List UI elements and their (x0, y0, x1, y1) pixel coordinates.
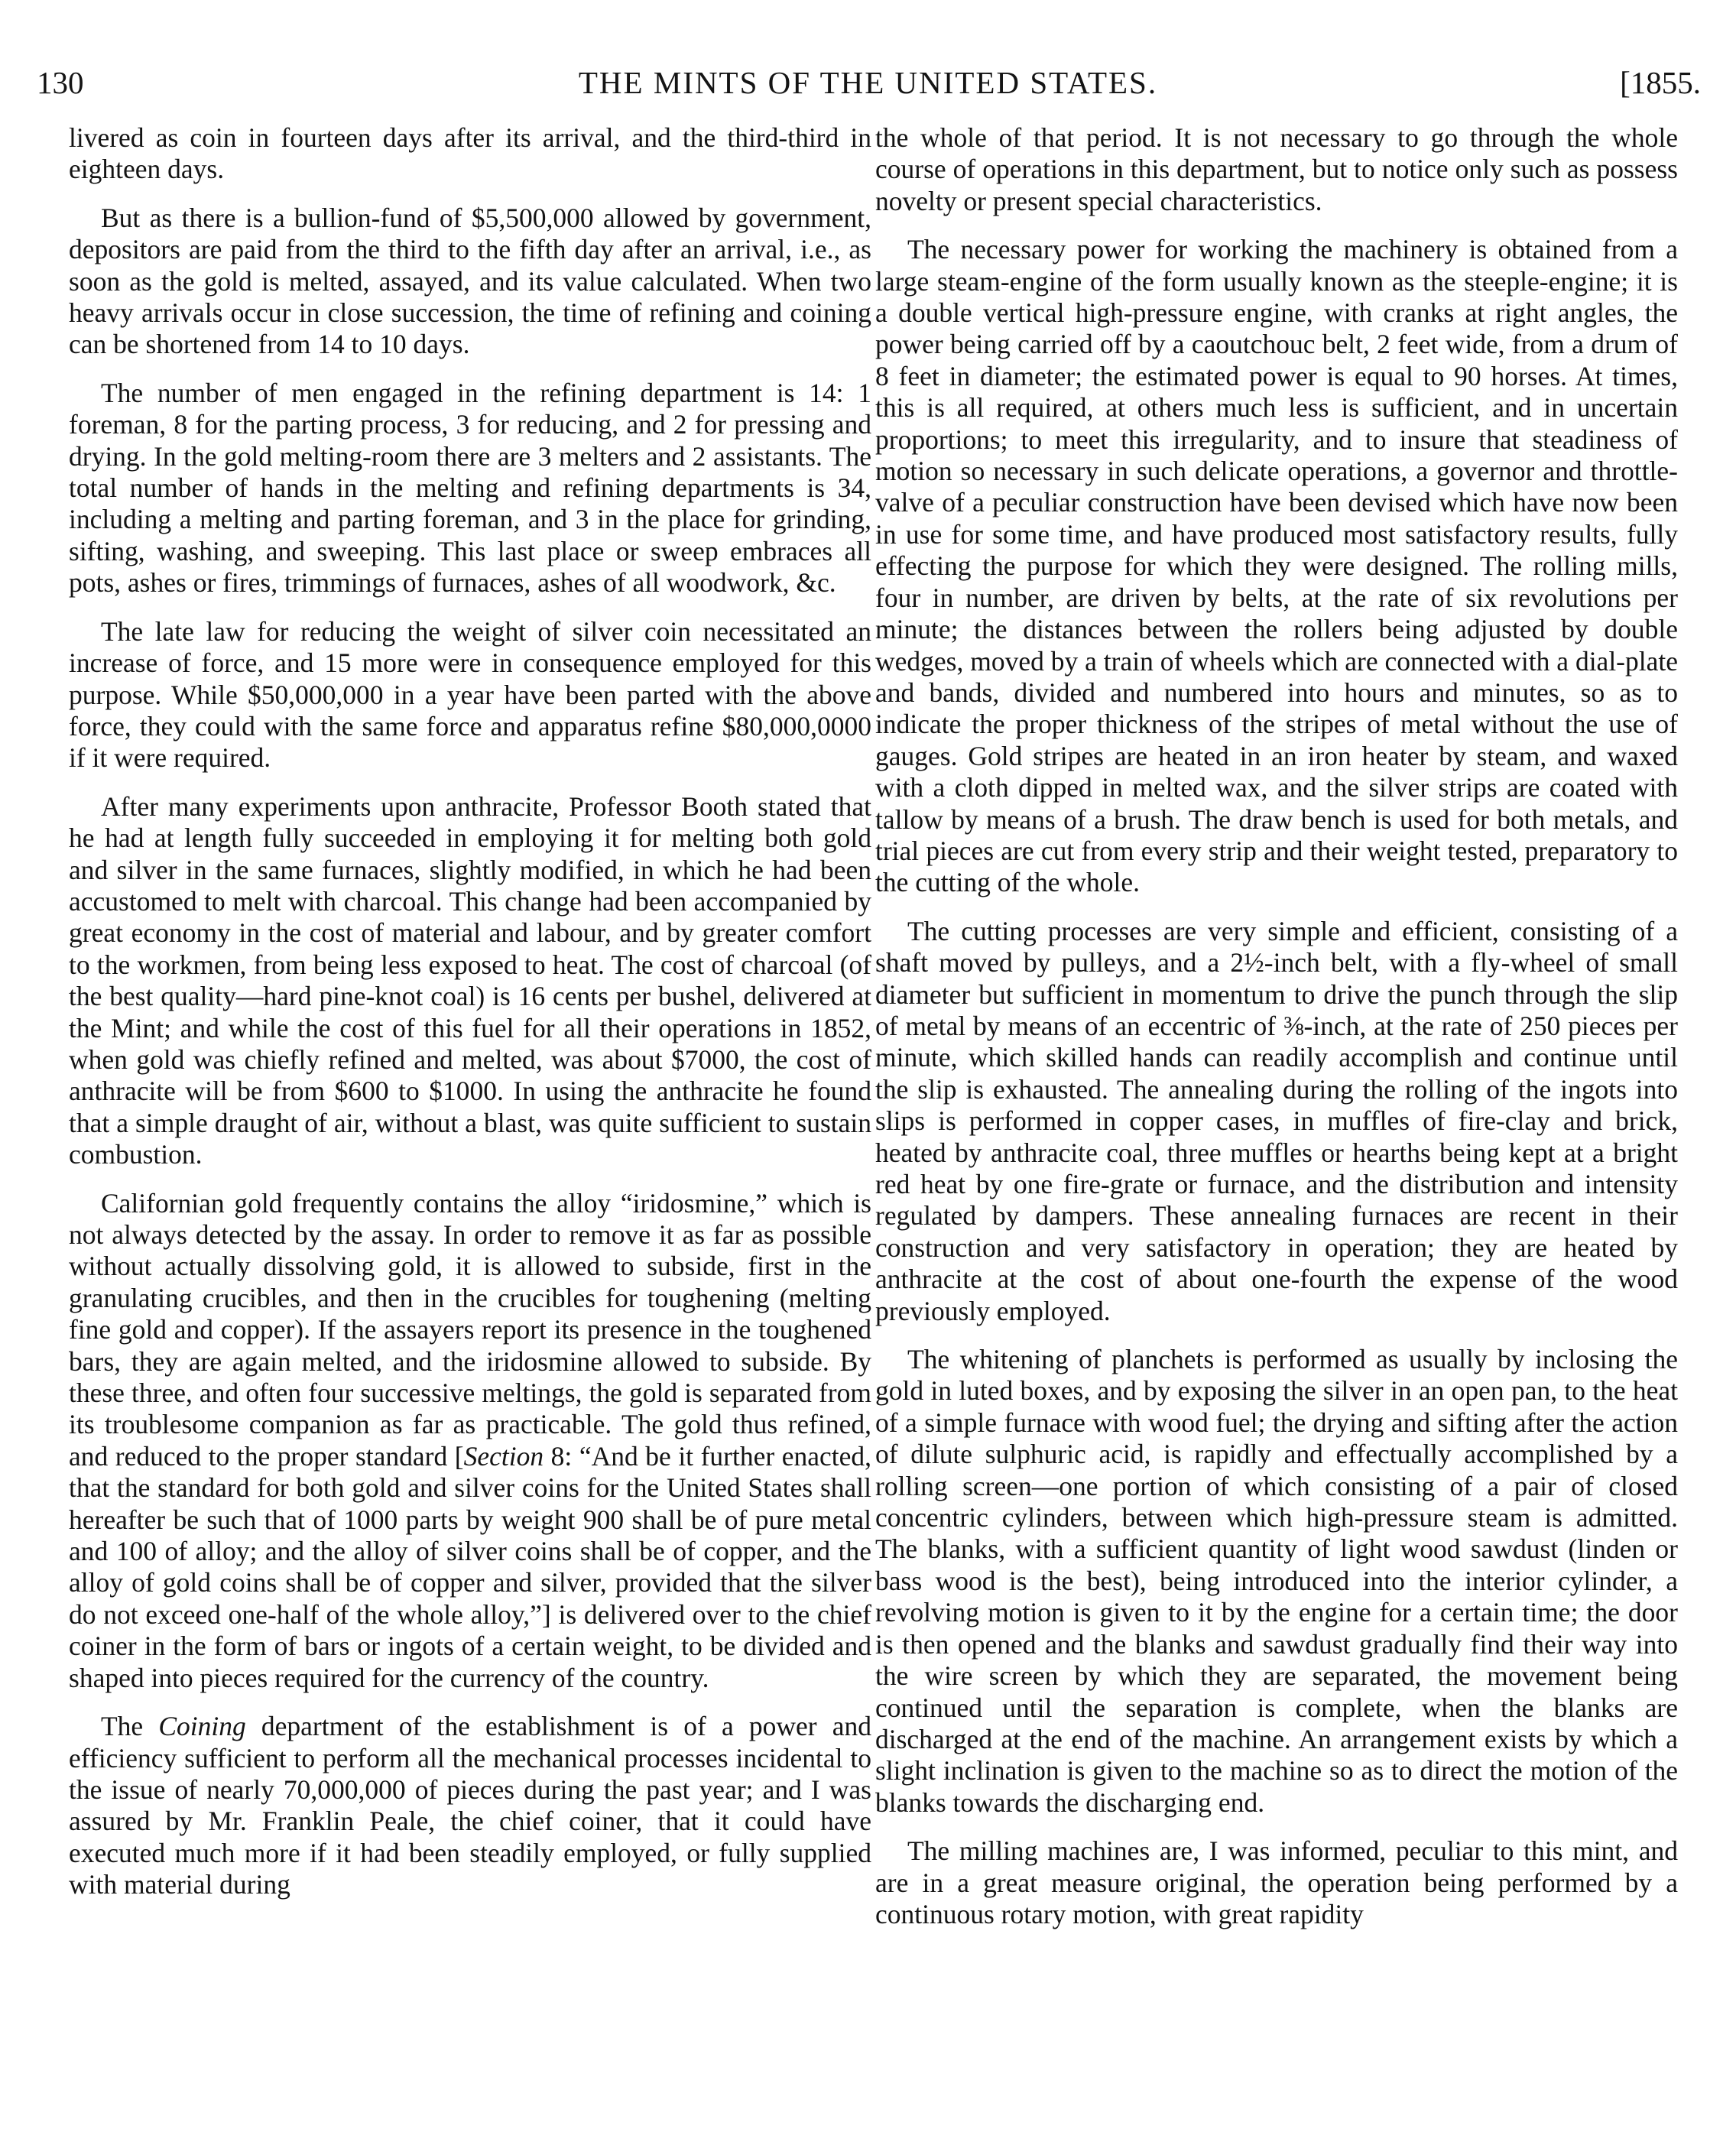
paragraph (69, 1711, 871, 1900)
running-title: THE MINTS OF THE UNITED STATES. (578, 65, 1158, 100)
text-run: department of the establishment is of a power and efficiency sufficient to perform all the mechanical processes incidental to the issue of nearly 70,000,000 of pieces during the past year; and I was assured by Mr. Franklin Peale, the chief coiner, that it could have executed much more if it had been steadily employed, or fully supplied with material during (69, 1711, 871, 1900)
paragraph: After many experiments upon anthracite, Professor Booth stated that he had at length fully succeeded in employing it for melting both gold and silver in the same furnaces, slightly modified, in which he had been accustomed to melt with charcoal. This change had been accompanied by great economy in the cost of material and labour, and by greater comfort to the workmen, from being less exposed to heat. The cost of charcoal (of the best quality—hard pine-knot coal) is 16 cents per bushel, delivered at the Mint; and while the cost of this fuel for all their operations in 1852, when gold was chiefly refined and melted, was about $7000, the cost of anthracite will be from $600 to $1000. In using the anthracite he found that a simple draught of air, without a blast, was quite sufficient to sustain combustion. (69, 790, 871, 1170)
right-column (875, 122, 1678, 1930)
paragraph: The late law for reducing the weight of silver coin necessitated an increase of force, and 15 more were in consequence employed for this purpose. While $50,000,000 in a year have been parted with the above force, they could with the same force and apparatus refine $80,000,0000 if it were required. (69, 615, 871, 774)
italic-text: Section (463, 1440, 544, 1472)
paragraph: The number of men engaged in the refining department is 14: 1 foreman, 8 for the parting process, 3 for reducing, and 2 for pressing and drying. In the gold melting-room there are 3 melters and 2 assistants. The total number of hands in the melting and refining departments is 34, including a melting and parting foreman, and 3 in the place for grinding, sifting, washing, and sweeping. This last place or sweep embraces all pots, ashes or fires, trimmings of furnaces, ashes of all woodwork, &c. (69, 377, 871, 599)
paragraph: the whole of that period. It is not necessary to go through the whole course of operations in this department, but to notice only such as possess novelty or present special characteristics. (875, 122, 1678, 216)
page-number: 130 (37, 65, 84, 100)
paragraph: The cutting processes are very simple and efficient, consisting of a shaft moved by pulleys, and a 2½-inch belt, with a fly-wheel of small diameter but sufficient in momentum to drive the punch through the slip of metal by means of an eccentric of ⅜-inch, at the rate of 250 pieces per minute, which skilled hands can readily accomplish and continue until the slip is exhausted. The annealing during the rolling of the ingots into slips is performed in copper cases, in muffles of fire-clay and brick, heated by anthracite coal, three muffles or hearths being kept at a bright red heat by one fire-grate or furnace, and the distribution and intensity regulated by dampers. These annealing furnaces are recent in their construction and very satisfactory in operation; they are heated by anthracite at the cost of about one-fourth the expense of the wood previously employed. (875, 915, 1678, 1326)
text-run: The (101, 1711, 159, 1742)
text-run: Californian gold frequently contains the alloy “iridosmine,” which is not always detected by the assay. In order to remove it as far as possible without actually dissolving gold, it is allowed to subside, first in the granulating crucibles, and then in the crucibles for toughening (melting fine gold and copper). If the assayers report its presence in the toughened bars, they are again melted, and the iridosmine allowed to subside. By these three, and often four successive meltings, the gold is separated from its troublesome companion as far as practicable. The gold thus refined, and reduced to the proper standard [ (69, 1187, 871, 1472)
paragraph: The milling machines are, I was informed, peculiar to this mint, and are in a great measure original, the operation being performed by a continuous rotary motion, with great rapidity (875, 1835, 1678, 1929)
paragraph: livered as coin in fourteen days after its arrival, and the third-third in eighteen days. (69, 122, 871, 185)
paragraph: The whitening of planchets is performed as usually by inclosing the gold in luted boxes, and by exposing the silver in an open pan, to the heat of a simple furnace with wood fuel; the drying and sifting after the action of dilute sulphuric acid, is rapidly and effectually accomplished by a rolling screen—one portion of which consisting of a pair of closed concentric cylinders, between which high-pressure steam is admitted. The blanks, with a sufficient quantity of light wood sawdust (linden or bass wood is the best), being introduced into the interior cylinder, a revolving motion is given to it by the engine for a certain time; the door is then opened and the blanks and sawdust gradually find their way into the wire screen by which they are separated, the movement being continued until the separation is complete, when the blanks are discharged at the end of the machine. An arrangement exists by which a slight inclination is given to the machine so as to direct the motion of the blanks towards the discharging end. (875, 1344, 1678, 1818)
paragraph: The necessary power for working the machinery is obtained from a large steam-engine of the form usually known as the steeple-engine; it is a double vertical high-pressure engine, with cranks at right angles, the power being carried off by a caoutchouc belt, 2 feet wide, from a drum of 8 feet in diameter; the estimated power is equal to 90 horses. At times, this is all required, at others much less is sufficient, and in uncertain proportions; to meet this irregularity, and to insure that steadiness of motion so necessary in such delicate operations, a governor and throttle-valve of a peculiar construction have been devised which have now been in use for some time, and have produced most satisfactory results, fully effecting the purpose for which they were designed. The rolling mills, four in number, are driven by belts, at the rate of six revolutions per minute; the distances between the rollers being adjusted by double wedges, moved by a train of wheels which are connected with a dial-plate and bands, divided and numbered into hours and minutes, so as to indicate the proper thickness of the stripes of metal without the use of gauges. Gold stripes are heated in an iron heater by steam, and waxed with a cloth dipped in melted wax, and the silver strips are coated with tallow by means of a brush. The draw bench is used for both metals, and trial pieces are cut from every strip and their weight tested, preparatory to the cutting of the whole. (875, 234, 1678, 898)
italic-text: Coining (158, 1711, 246, 1742)
running-head (29, 60, 1707, 105)
paragraph: But as there is a bullion-fund of $5,500,000 allowed by government, depositors are paid from the third to the fifth day after an arrival, i.e., as soon as the gold is melted, assayed, and its value calculated. When two heavy arrivals occur in close succession, the time of refining and coining can be shortened from 14 to 10 days. (69, 202, 871, 360)
paragraph (69, 1188, 871, 1695)
text-run: 8: “And be it further enacted, that the standard for both gold and silver coins for the United States shall hereafter be such that of 1000 parts by weight 900 shall be of pure metal and 100 of alloy; and the alloy of silver coins shall be of copper, and the alloy of gold coins shall be of copper and silver, provided that the silver do not exceed one-half of the whole alloy,”] is delivered over to the chief coiner in the form of bars or ingots of a certain weight, to be divided and shaped into pieces required for the currency of the country. (69, 1440, 871, 1693)
left-column (69, 122, 871, 1901)
header-year: [1855. (1620, 65, 1701, 100)
